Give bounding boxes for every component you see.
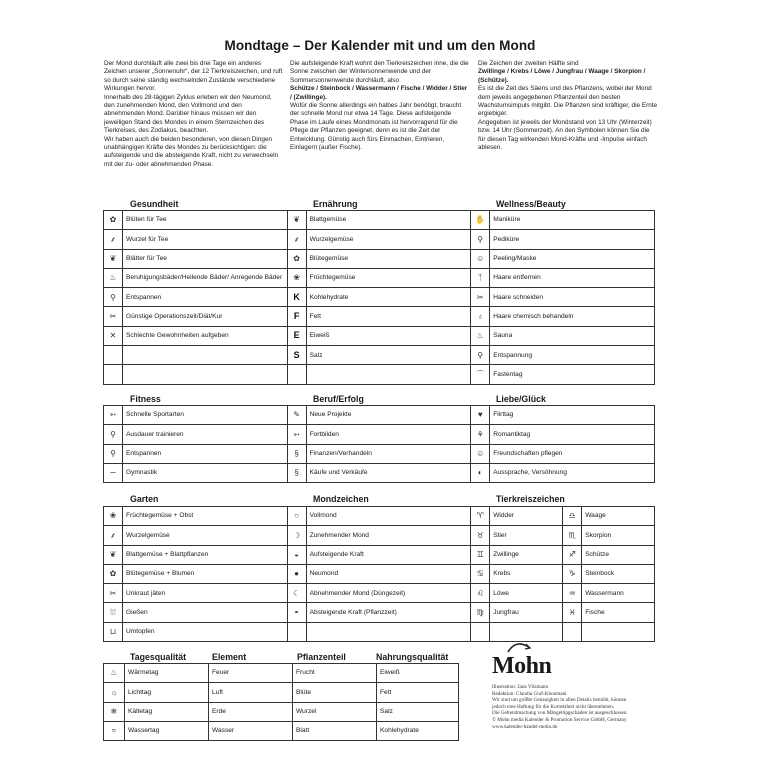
section-title-ernaehrung: Ernährung (313, 199, 358, 209)
zodiac-label: Waage (582, 507, 655, 526)
food-quality: Eiweiß (377, 664, 459, 683)
section-title-liebe: Liebe/Glück (496, 394, 546, 404)
row-label (123, 365, 288, 384)
zodiac-label: Zwillinge (490, 545, 563, 564)
zodiac-icon (471, 622, 490, 641)
section-title-fitness: Fitness (130, 394, 161, 404)
table-row (104, 444, 655, 463)
day-quality-icon: ♨ (104, 664, 125, 683)
section-title-gesundheit: Gesundheit (130, 199, 179, 209)
row-label: Entspannen (123, 288, 288, 307)
row-icon: ● (287, 564, 306, 583)
row-icon: ⸙ (104, 230, 123, 249)
element: Luft (209, 683, 293, 702)
row-icon: ᛉ (471, 268, 490, 287)
row-label: Absteigende Kraft (Pflanzzeit) (306, 603, 471, 622)
row-icon: ◐ (471, 463, 490, 482)
mohn-logo-icon (506, 640, 532, 654)
row-icon: ❦ (287, 211, 306, 230)
row-icon: ⸙ (104, 526, 123, 545)
zodiac-label: Stier (490, 526, 563, 545)
row-label: Kohlehydrate (306, 288, 471, 307)
element: Feuer (209, 664, 293, 683)
row-icon: ✿ (104, 211, 123, 230)
row-label: Unkraut jäten (123, 584, 288, 603)
row-label: Beruhigungsbäder/Heilende Bäder/ Anregende Bäder (123, 268, 288, 287)
zodiac-icon: ♋ (471, 564, 490, 583)
day-quality-icon: ☼ (104, 683, 125, 702)
row-label (123, 346, 288, 365)
row-label: Romantiktag (490, 425, 655, 444)
row-icon: ◒ (287, 545, 306, 564)
table-row (104, 326, 655, 345)
row-label: Blattgemüse (306, 211, 471, 230)
table-row (104, 564, 655, 583)
row-label: Früchtegemüse (306, 268, 471, 287)
day-quality: Wärmetag (125, 664, 209, 683)
zodiac-icon: ♑ (563, 564, 582, 583)
day-quality: Lichttag (125, 683, 209, 702)
row-icon: ✕ (104, 326, 123, 345)
zodiac-icon: ♎ (563, 507, 582, 526)
table-garten-mondzeichen-tierkreis (103, 506, 655, 642)
row-icon: ❦ (104, 249, 123, 268)
table-row (104, 603, 655, 622)
row-icon: ☺ (471, 444, 490, 463)
table-row (104, 664, 459, 683)
row-icon: ⸙ (287, 230, 306, 249)
table-row (104, 406, 655, 425)
row-icon: ⚲ (104, 288, 123, 307)
zodiac-label: Steinbock (582, 564, 655, 583)
zodiac-icon: ♍ (471, 603, 490, 622)
table-row (104, 307, 655, 326)
row-icon: F (287, 307, 306, 326)
section-title-garten: Garten (130, 494, 159, 504)
row-label: Sauna (490, 326, 655, 345)
credit-line: © Mohn media Kalender & Promotion Service GmbH, Germany (492, 716, 627, 723)
intro-paragraph: Der Mond durchläuft alle zwei bis drei Tage ein anderes Zeichen unserer „Sonnenuhr“, der 12 Tierkreiszeichen, und ruft so durch seine ständig wechselnden Zustände verschiedene Wirkungen hervor. (104, 60, 283, 93)
table-row (104, 346, 655, 365)
row-icon: ☾ (287, 584, 306, 603)
row-label: Salz (306, 346, 471, 365)
plant-part: Blatt (293, 721, 377, 740)
row-icon: ☽ (287, 526, 306, 545)
zodiac-icon: ♒ (563, 584, 582, 603)
row-label: Haare schneiden (490, 288, 655, 307)
row-label: Eiweiß (306, 326, 471, 345)
row-label: Schnelle Sportarten (123, 406, 288, 425)
row-icon: ♨ (471, 326, 490, 345)
day-quality: Wassertag (125, 721, 209, 740)
zodiac-label: Fische (582, 603, 655, 622)
plant-part: Frucht (293, 664, 377, 683)
row-label: Gymnastik (123, 463, 288, 482)
header-pflanzenteil: Pflanzenteil (297, 652, 346, 662)
table-fitness-beruf-liebe (103, 405, 655, 483)
table-row (104, 288, 655, 307)
credit-line: jedoch eine Haftung für die Korrektheit nicht übernehmen. (492, 703, 615, 710)
publisher-credits (492, 684, 672, 730)
row-icon: ➳ (104, 406, 123, 425)
row-label: Finanzen/Verhandeln (306, 444, 471, 463)
row-icon: ∽ (104, 463, 123, 482)
section-title-beruf: Beruf/Erfolg (313, 394, 364, 404)
row-icon (287, 365, 306, 384)
row-label: Aussprache, Versöhnung (490, 463, 655, 482)
row-label: Blattgemüse + Blattpflanzen (123, 545, 288, 564)
zodiac-icon: ♏ (563, 526, 582, 545)
row-label: Maniküre (490, 211, 655, 230)
table-tagesqualitaet (103, 663, 459, 741)
row-label: Haare chemisch behandeln (490, 307, 655, 326)
table-row (104, 622, 655, 641)
row-icon: ✿ (287, 249, 306, 268)
row-icon: ✎ (287, 406, 306, 425)
row-label: Neue Projekte (306, 406, 471, 425)
table-row (104, 545, 655, 564)
element: Wasser (209, 721, 293, 740)
zodiac-icon: ♊ (471, 545, 490, 564)
row-label: Fett (306, 307, 471, 326)
row-label: Blütegemüse (306, 249, 471, 268)
row-icon: S (287, 346, 306, 365)
row-icon: ☺ (471, 249, 490, 268)
row-icon: ✿ (104, 564, 123, 583)
table-row (104, 507, 655, 526)
row-label: Vollmond (306, 507, 471, 526)
intro-sign-list: Zwillinge / Krebs / Löwe / Jungfrau / Waage / Skorpion / (Schütze). (478, 68, 646, 84)
row-icon: ✂ (471, 288, 490, 307)
zodiac-label: Schütze (582, 545, 655, 564)
table-row (104, 365, 655, 384)
row-icon: ✋ (471, 211, 490, 230)
zodiac-icon: ♈ (471, 507, 490, 526)
row-label: Wurzelgemüse (123, 526, 288, 545)
intro-paragraph: Wofür die Sonne allerdings ein halbes Jahr benötigt, braucht der schnelle Mond nur etwa 14 Tage. Diese aufsteigende Phase im Laufe eines Mondmonats ist hervorragend für die Pflege der Pflanzen geeignet, denn es ist die Zeit der Entwicklung. Günstig auch fürs Einmachen, Eintrieren, Einlagern (außer Fische). (290, 102, 462, 152)
food-quality: Salz (377, 702, 459, 721)
zodiac-icon: ♉ (471, 526, 490, 545)
day-quality-icon: ≈ (104, 721, 125, 740)
row-icon: ❦ (104, 545, 123, 564)
row-icon: ✂ (104, 307, 123, 326)
header-nahrungsqualitaet: Nahrungsqualität (376, 652, 449, 662)
row-icon: ◓ (287, 603, 306, 622)
row-label: Früchtegemüse + Obst (123, 507, 288, 526)
table-row (104, 683, 459, 702)
row-icon: ♁ (471, 307, 490, 326)
row-icon: E (287, 326, 306, 345)
header-tagesqualitaet: Tagesqualität (130, 652, 187, 662)
row-label: Blätter für Tee (123, 249, 288, 268)
row-icon: ♥ (471, 406, 490, 425)
zodiac-label: Wassermann (582, 584, 655, 603)
row-icon: ✂ (104, 584, 123, 603)
credit-line: Illustration: Jana Vilzmann (492, 684, 549, 690)
food-quality: Fett (377, 683, 459, 702)
zodiac-icon: ♐ (563, 545, 582, 564)
table-row (104, 702, 459, 721)
row-icon: ⚲ (471, 230, 490, 249)
row-icon (104, 346, 123, 365)
row-icon: ♨ (104, 268, 123, 287)
row-label: Abnehmender Mond (Düngezeit) (306, 584, 471, 603)
row-icon: ⊔ (104, 622, 123, 641)
row-label: Flirttag (490, 406, 655, 425)
zodiac-icon: ♓ (563, 603, 582, 622)
intro-column-3 (478, 60, 658, 152)
credit-line: www.kalender-handel-mohn.de (492, 723, 558, 730)
row-label: Blütegemüse + Blumen (123, 564, 288, 583)
section-title-wellness: Wellness/Beauty (496, 199, 566, 209)
zodiac-label (490, 622, 563, 641)
page-title: Mondtage – Der Kalender mit und um den Mond (224, 38, 536, 53)
row-icon: § (287, 444, 306, 463)
table-row (104, 526, 655, 545)
zodiac-label: Widder (490, 507, 563, 526)
table-row (104, 230, 655, 249)
row-label: Ausdauer trainieren (123, 425, 288, 444)
row-label: Fastentag (490, 365, 655, 384)
row-label: Blüten für Tee (123, 211, 288, 230)
row-label: Freundschaften pflegen (490, 444, 655, 463)
row-icon (104, 365, 123, 384)
row-label: Umtopfen (123, 622, 288, 641)
intro-paragraph: Wir haben auch die beiden besonderen, von diesen Dingen unabhängigen Kräfte des Mondes zu berücksichtigen: die aufsteigende und die absteigende Kraft, nicht zu verwechseln mit der zu- oder abnehmenden Phase. (104, 135, 279, 168)
row-label: Pediküre (490, 230, 655, 249)
credit-line: Wir sind um größte Genauigkeit in allen Details bemüht, können (492, 697, 627, 704)
table-row (104, 249, 655, 268)
intro-paragraph: Die aufsteigende Kraft wohnt den Tierkreiszeichen inne, die die Sonne zwischen der Wintersonnenwende und der Sommersonnenwende durchläuft, also (290, 60, 469, 84)
intro-paragraph: Angegeben ist jeweils der Mondstand von 13 Uhr (Winterzeit) bzw. 14 Uhr (Sommerzeit). An den Symbolen können Sie die für diesen Tag wirkenden Mond-Kräfte und -Impulse einfach ablesen. (478, 118, 652, 152)
intro-column-2 (290, 60, 470, 152)
row-icon: ⛆ (104, 603, 123, 622)
row-label: Wurzel für Tee (123, 230, 288, 249)
zodiac-label (582, 622, 655, 641)
zodiac-label: Krebs (490, 564, 563, 583)
intro-sign-list: Schütze / Steinbock / Wassermann / Fische / Widder / Stier / (Zwillinge). (290, 85, 468, 101)
day-quality: Kältetag (125, 702, 209, 721)
table-row (104, 584, 655, 603)
zodiac-label: Jungfrau (490, 603, 563, 622)
row-icon: ❀ (287, 268, 306, 287)
intro-column-1 (104, 60, 284, 169)
row-icon: § (287, 463, 306, 482)
row-icon (287, 622, 306, 641)
row-label: Schlechte Gewohnheiten aufgeben (123, 326, 288, 345)
zodiac-icon (563, 622, 582, 641)
table-row (104, 425, 655, 444)
zodiac-label: Löwe (490, 584, 563, 603)
table-row (104, 721, 459, 740)
row-label: Entspannen (123, 444, 288, 463)
row-label: Haare entfernen (490, 268, 655, 287)
intro-paragraph: Es ist die Zeit des Säens und des Pflanzens, wobei der Mond dem jeweils angegebenen Pflanzenteil den besten Wachstumsimpuls mitgibt. Die Pflanzen sind kräftiger, die Ernte ergiebiger. (478, 85, 658, 118)
row-label: Käufe und Verkäufe (306, 463, 471, 482)
row-label: Günstige Operationszeit/Diät/Kur (123, 307, 288, 326)
row-icon: ⚘ (471, 425, 490, 444)
row-icon: ⚲ (471, 346, 490, 365)
credit-line: Die Geltendmachung von Mängeltipgschäden ist ausgeschlossen. (492, 710, 628, 717)
intro-paragraph: Innerhalb des 28-tägigen Zyklus erleben wir den Neumond, den zunehmenden Mond, den Vollmond und den abnehmenden Mond. Darüber hinaus müssen wir den jeweiligen Stand des Mondes in einem Sternzeichen des Tierkreises, des Zodiakus, beachten. (104, 93, 272, 135)
food-quality: Kohlehydrate (377, 721, 459, 740)
row-label: Gießen (123, 603, 288, 622)
row-icon: ⌒ (471, 365, 490, 384)
header-element: Element (212, 652, 247, 662)
zodiac-icon: ♌ (471, 584, 490, 603)
row-label: Neumond (306, 564, 471, 583)
row-label (306, 622, 471, 641)
section-title-tierkreis: Tierkreiszeichen (496, 494, 565, 504)
row-icon: ➳ (287, 425, 306, 444)
plant-part: Wurzel (293, 702, 377, 721)
row-label: Peeling/Maske (490, 249, 655, 268)
row-label: Zunehmender Mond (306, 526, 471, 545)
plant-part: Blüte (293, 683, 377, 702)
table-row (104, 211, 655, 230)
day-quality-icon: ❄ (104, 702, 125, 721)
element: Erde (209, 702, 293, 721)
table-gesundheit-ernaehrung-wellness (103, 210, 655, 385)
row-label: Fortbilden (306, 425, 471, 444)
zodiac-label: Skorpion (582, 526, 655, 545)
publisher-logo: Mohn (492, 653, 552, 679)
row-icon: K (287, 288, 306, 307)
intro-paragraph: Die Zeichen der zweiten Hälfte sind (478, 60, 579, 67)
row-label: Entspannung (490, 346, 655, 365)
table-row (104, 268, 655, 287)
row-icon: ❀ (104, 507, 123, 526)
table-row (104, 463, 655, 482)
row-icon: ⚲ (104, 444, 123, 463)
row-label (306, 365, 471, 384)
row-label: Wurzelgemüse (306, 230, 471, 249)
credit-line: Redaktion: Claudia Graf-Khoumani (492, 690, 567, 697)
row-icon: ○ (287, 507, 306, 526)
section-title-mondzeichen: Mondzeichen (313, 494, 369, 504)
row-label: Aufsteigende Kraft (306, 545, 471, 564)
row-icon: ⚲ (104, 425, 123, 444)
